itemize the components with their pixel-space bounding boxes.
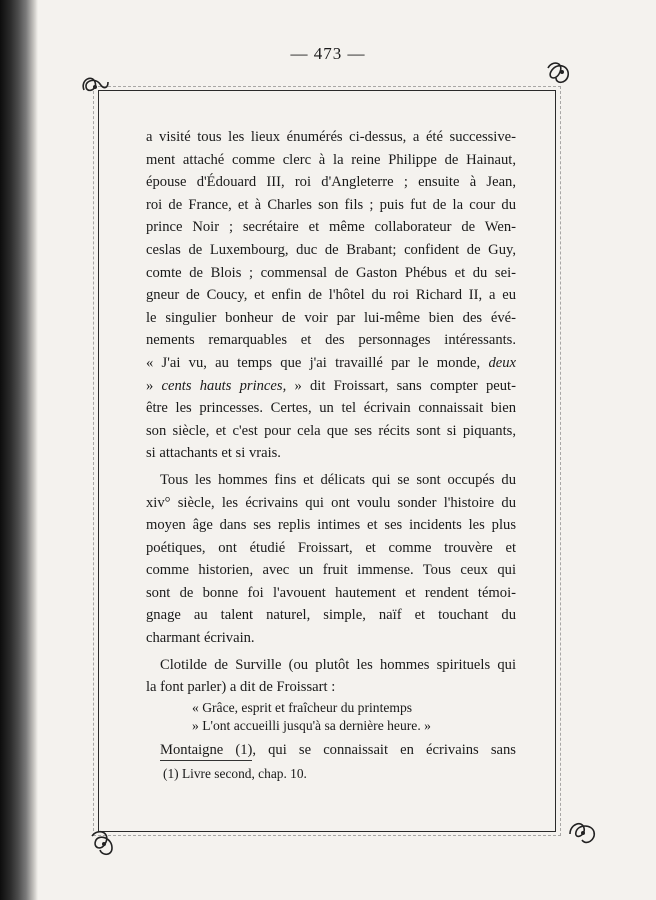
footnote: (1) Livre second, chap. 10.	[163, 766, 307, 781]
corner-flourish-icon	[78, 70, 112, 104]
text-line: sont de bonne foi l'avouent hautement et rendent témoi-	[146, 584, 516, 601]
quote-line	[146, 352, 516, 375]
text-line: comme historien, avec un fruit immense. Tous ceux qui	[146, 562, 516, 579]
quote-mark: »	[146, 377, 154, 394]
text-line: a visité tous les lieux énumérés ci-dessus, a été successive-	[146, 129, 516, 145]
text-line: Clotilde de Surville (ou plutôt les hommes spirituels qui	[160, 656, 516, 673]
text-line: poétiques, ont étudié Froissart, et comme trouvère et	[146, 539, 516, 556]
text-line: roi de France, et à Charles son fils ; puis fut de la cour du	[146, 196, 516, 213]
quote-italic: cents hauts princes,	[161, 377, 287, 394]
text-line: ment attaché comme clerc à la reine Philippe de Hainaut,	[146, 151, 516, 168]
quote-line	[146, 375, 516, 398]
text-line: si attachants et si vrais.	[146, 445, 281, 462]
page-body-text	[146, 126, 516, 761]
text-line: gnage au talent naturel, simple, naïf et touchant du	[146, 607, 516, 624]
corner-flourish-icon	[542, 56, 576, 90]
text-line: ceslas de Luxembourg, duc de Brabant; confident de Guy,	[146, 241, 516, 258]
text-line: moyen âge dans ses replis intimes et ses incidents les plus	[146, 517, 516, 534]
text-line: nements remarquables et des personnages intéressants.	[146, 332, 516, 349]
text-line: xiv° siècle, les écrivains qui ont voulu sonder l'histoire du	[146, 494, 516, 511]
text-line: Montaigne (1), qui se connaissait en écrivains sans	[160, 741, 516, 758]
quote-text: « J'ai vu, au temps que j'ai travaillé par le monde,	[146, 354, 481, 371]
quote-text: » dit Froissart, sans compter peut-	[294, 377, 516, 394]
text-line: être les princesses. Certes, un tel écrivain connaissait bien	[146, 400, 516, 417]
quote-italic: deux	[488, 354, 516, 371]
text-line: charmant écrivain.	[146, 630, 255, 647]
text-line: Tous les hommes fins et délicats qui se sont occupés du	[160, 471, 516, 488]
text-line: le singulier bonheur de voir par lui-même bien des évé-	[146, 309, 516, 326]
footnote-divider	[160, 760, 252, 761]
book-binding-shadow	[0, 0, 38, 900]
text-line: prince Noir ; secrétaire et même collaborateur de Wen-	[146, 219, 516, 236]
text-line: gneur de Coucy, et enfin de l'hôtel du roi Richard II, a eu	[146, 287, 516, 304]
verse-line: « Grâce, esprit et fraîcheur du printemps	[192, 699, 413, 715]
text-line: comte de Blois ; commensal de Gaston Phébus et du sei-	[146, 264, 516, 281]
corner-flourish-icon	[86, 826, 120, 860]
text-line: épouse d'Édouard III, roi d'Angleterre ; ensuite à Jean,	[146, 174, 516, 191]
page-number: — 473 —	[290, 44, 366, 63]
corner-flourish-icon	[566, 816, 600, 850]
text-line: son siècle, et c'est pour cela que ses récits sont si piquants,	[146, 422, 516, 439]
verse-line: » L'ont accueilli jusqu'à sa dernière heure. »	[192, 717, 431, 733]
text-line: la font parler) a dit de Froissart :	[146, 679, 336, 696]
